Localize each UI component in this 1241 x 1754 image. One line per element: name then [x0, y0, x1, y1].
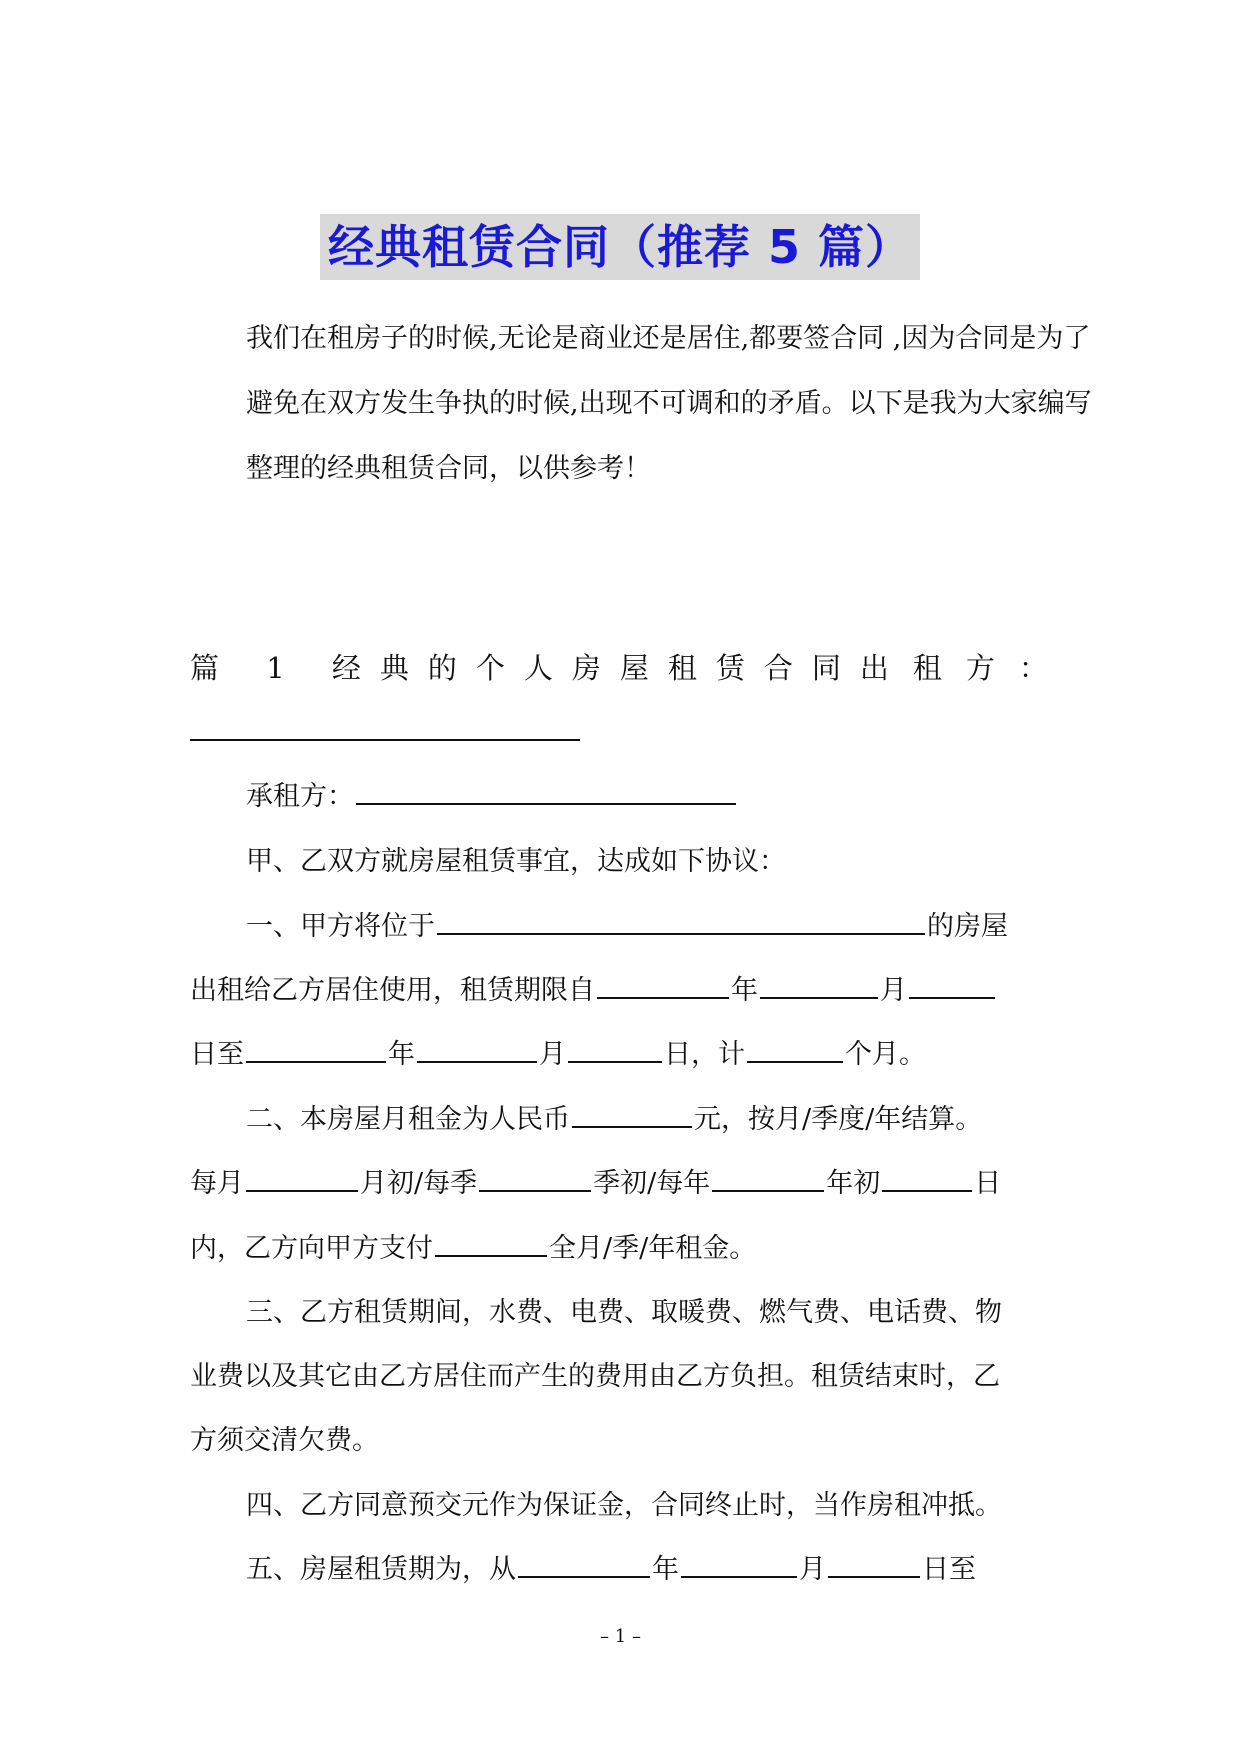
clause-1-text: 个月。 — [845, 1039, 926, 1070]
clause-2-text: 日 — [974, 1168, 1002, 1199]
clause-2-line-3 — [190, 1216, 1060, 1281]
clause-3-line-3: 方须交清欠费。 — [190, 1425, 379, 1456]
start-year-blank — [597, 975, 729, 999]
end-year-blank — [246, 1039, 386, 1063]
clause-2-text: 每月 — [190, 1168, 244, 1199]
lessee-label: 承租方： — [246, 781, 354, 812]
payment-blank — [435, 1233, 547, 1257]
section-part-title: 篇 1 经典的个人房屋租赁合同 — [190, 651, 860, 685]
clause-1-line-2 — [190, 958, 1060, 1023]
clause-1-text: 年 — [388, 1039, 415, 1070]
clause-1-text: 一、甲方将位于 — [246, 911, 435, 942]
monthly-blank — [246, 1168, 358, 1192]
period-year-blank — [518, 1554, 650, 1578]
clause-4: 四、乙方同意预交元作为保证金，合同终止时，当作房租冲抵。 — [246, 1490, 1002, 1521]
clause-5-text: 年 — [652, 1554, 679, 1585]
clause-1-text: 的房屋 — [927, 911, 1008, 942]
rent-amount-blank — [572, 1104, 692, 1128]
lessor-label: 出租方： — [859, 651, 1072, 685]
intro-paragraph: 我们在租房子的时候,无论是商业还是居住,都要签合同 ,因为合同是为了避免在双方发生争执的时候,出现不可调和的矛盾。以下是我为大家编写整理的经典租赁合同，以供参考！ — [246, 323, 1092, 484]
start-day-blank — [909, 975, 995, 999]
lessee-blank — [356, 781, 736, 805]
clause-1-text: 日至 — [190, 1039, 244, 1070]
clause-5-text: 日至 — [922, 1554, 976, 1585]
clause-2-text: 季初/每年 — [593, 1168, 711, 1199]
end-month-blank — [417, 1039, 537, 1063]
yearly-blank — [712, 1168, 824, 1192]
lessor-blank — [190, 717, 580, 741]
days-blank — [882, 1168, 972, 1192]
period-day-blank — [828, 1554, 920, 1578]
address-blank — [437, 911, 925, 935]
clause-2-text: 元，按月/季度/年结算。 — [694, 1104, 983, 1135]
lessee-line — [190, 764, 1116, 829]
clause-3-line-2: 业费以及其它由乙方居住而产生的费用由乙方负担。租赁结束时，乙 — [190, 1361, 1000, 1392]
clause-1-line-3 — [190, 1022, 1060, 1087]
clause-2-text: 月初/每季 — [360, 1168, 478, 1199]
start-month-blank — [760, 975, 878, 999]
lessor-blank-line — [190, 700, 1060, 765]
clause-2-text: 全月/季/年租金。 — [549, 1233, 757, 1264]
section-heading — [190, 636, 1072, 701]
clause-1-line-1 — [190, 894, 1116, 959]
clause-1-text: 年 — [731, 975, 758, 1006]
clause-5-text: 五、房屋租赁期为，从 — [246, 1554, 516, 1585]
clause-2-text: 内，乙方向甲方支付 — [190, 1233, 433, 1264]
clause-2-text: 年初 — [826, 1168, 881, 1199]
clause-3-line-1: 三、乙方租赁期间，水费、电费、取暖费、燃气费、电话费、物 — [246, 1297, 1002, 1328]
clause-1-text: 出租给乙方居住使用，租赁期限自 — [190, 975, 595, 1006]
clause-1-text: 日，计 — [664, 1039, 745, 1070]
clause-1-text: 月 — [539, 1039, 566, 1070]
page-number: – 1 – — [600, 1626, 641, 1647]
period-month-blank — [681, 1554, 797, 1578]
agreement-line: 甲、乙双方就房屋租赁事宜，达成如下协议： — [246, 846, 786, 877]
clause-1-text: 月 — [880, 975, 907, 1006]
clause-2-text: 二、本房屋月租金为人民币 — [246, 1104, 570, 1135]
quarterly-blank — [479, 1168, 591, 1192]
clause-2-line-1 — [190, 1087, 1116, 1152]
end-day-blank — [568, 1039, 662, 1063]
months-blank — [747, 1039, 843, 1063]
clause-2-line-2 — [190, 1151, 1060, 1216]
clause-5-text: 月 — [799, 1554, 826, 1585]
document-title: 经典租赁合同（推荐 5 篇） — [327, 220, 913, 274]
clause-5-line-1 — [190, 1537, 1116, 1602]
